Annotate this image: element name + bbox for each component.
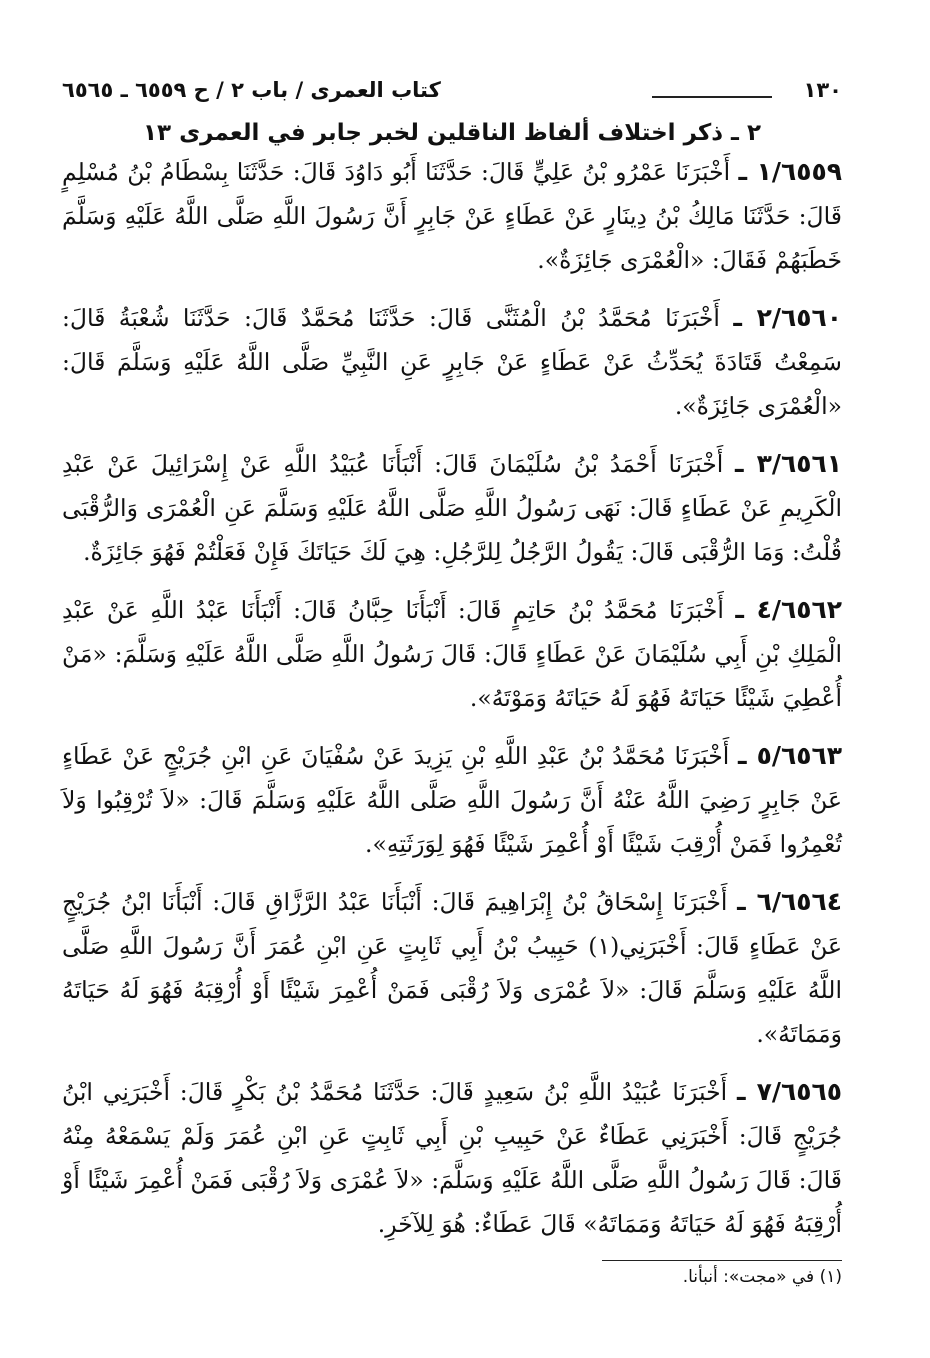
hadith-number: ٦/٦٥٦٤ ـ <box>737 887 842 916</box>
hadith-number: ٧/٦٥٦٥ ـ <box>736 1077 842 1106</box>
hadith-number: ٣/٦٥٦١ ـ <box>735 449 842 478</box>
running-title: كتاب العمرى / باب ٢ / ح ٦٥٥٩ ـ ٦٥٦٥ <box>62 78 441 102</box>
hadith-paragraph <box>62 296 842 428</box>
hadith-text: أَخْبَرَنَا عَمْرُو بْنُ عَلِيٍّ قَالَ: حَدَّثَنَا أَبُو دَاوُدَ قَالَ: حَدَّثَنَا بِسْطَامُ بْنُ مُسْلِمٍ قَالَ: حَدَّثَنَا مَالِكُ بْنُ دِينَارٍ عَنْ عَطَاءٍ عَنْ جَابِرٍ أَنَّ رَسُولَ اللَّهِ صَلَّى اللَّهُ عَلَيْهِ وَسَلَّمَ خَطَبَهُمْ فَقَالَ: «الْعُمْرَى جَائِزَةٌ». <box>62 158 842 274</box>
page-header <box>62 70 842 114</box>
page-number: ١٣٠ <box>803 78 842 102</box>
document-page <box>62 70 842 1287</box>
hadith-text: أَخْبَرَنَا أَحْمَدُ بْنُ سُلَيْمَانَ قَالَ: أَنْبَأَنَا عُبَيْدُ اللَّهِ عَنْ إِسْرَائِيلَ عَنْ عَبْدِ الْكَرِيمِ عَنْ عَطَاءٍ قَالَ: نَهَى رَسُولُ اللَّهِ صَلَّى اللَّهُ عَلَيْهِ وَسَلَّمَ عَنِ الْعُمْرَى وَالرُّقْبَى قُلْتُ: وَمَا الرُّقْبَى قَالَ: يَقُولُ الرَّجُلُ لِلرَّجُلِ: هِيَ لَكَ حَيَاتَكَ فَإِنْ فَعَلْتُمْ فَهُوَ جَائِزَةٌ. <box>62 450 842 566</box>
hadith-text: أَخْبَرَنَا مُحَمَّدُ بْنُ عَبْدِ اللَّهِ بْنِ يَزِيدَ عَنْ سُفْيَانَ عَنِ ابْنِ جُرَيْجٍ عَنْ عَطَاءٍ عَنْ جَابِرٍ رَضِيَ اللَّهُ عَنْهُ أَنَّ رَسُولَ اللَّهِ صَلَّى اللَّهُ عَلَيْهِ وَسَلَّمَ قَالَ: «لاَ تُرْقِبُوا وَلاَ تُعْمِرُوا فَمَنْ أُرْقِبَ شَيْئًا أَوْ أُعْمِرَ شَيْئًا فَهُوَ لِوَرَثَتِهِ». <box>62 742 842 858</box>
hadith-paragraph <box>62 150 842 282</box>
hadith-number: ١/٦٥٥٩ ـ <box>738 157 843 186</box>
hadith-text: أَخْبَرَنَا إِسْحَاقُ بْنُ إِبْرَاهِيمَ قَالَ: أَنْبَأَنَا عَبْدُ الرَّزَّاقِ قَالَ: أَنْبَأَنَا ابْنُ جُرَيْجٍ عَنْ عَطَاءٍ قَالَ: أَخْبَرَنِي(١) حَبِيبُ بْنُ أَبِي ثَابِتٍ عَنِ ابْنِ عُمَرَ أَنَّ رَسُولَ اللَّهِ صَلَّى اللَّهُ عَلَيْهِ وَسَلَّمَ قَالَ: «لاَ عُمْرَى وَلاَ رُقْبَى فَمَنْ أُعْمِرَ شَيْئًا أَوْ أُرْقِبَهُ فَهُوَ لَهُ حَيَاتَهُ وَمَمَاتَهُ». <box>62 888 842 1048</box>
hadith-number: ٤/٦٥٦٢ ـ <box>735 595 842 624</box>
hadith-text: أَخْبَرَنَا مُحَمَّدُ بْنُ الْمُثَنَّى قَالَ: حَدَّثَنَا مُحَمَّدٌ قَالَ: حَدَّثَنَا شُعْبَةُ قَالَ: سَمِعْتُ قَتَادَةَ يُحَدِّثُ عَنْ عَطَاءٍ عَنْ جَابِرٍ عَنِ النَّبِيِّ صَلَّى اللَّهُ عَلَيْهِ وَسَلَّمَ قَالَ: «الْعُمْرَى جَائِزَةٌ». <box>62 304 842 420</box>
section-title: ٢ ـ ذكر اختلاف ألفاظ الناقلين لخبر جابر في العمرى ١٣ <box>143 120 761 146</box>
hadith-text: أَخْبَرَنَا عُبَيْدُ اللَّهِ بْنُ سَعِيدٍ قَالَ: حَدَّثَنَا مُحَمَّدُ بْنُ بَكْرٍ قَالَ: أَخْبَرَنِي ابْنُ جُرَيْجٍ قَالَ: أَخْبَرَنِي عَطَاءٌ عَنْ حَبِيبِ بْنِ أَبِي ثَابِتٍ عَنِ ابْنِ عُمَرَ وَلَمْ يَسْمَعْهُ مِنْهُ قَالَ: قَالَ رَسُولُ اللَّهِ صَلَّى اللَّهُ عَلَيْهِ وَسَلَّمَ: «لاَ عُمْرَى وَلاَ رُقْبَى فَمَنْ أُعْمِرَ شَيْئًا أَوْ أُرْقِبَهُ فَهُوَ لَهُ حَيَاتَهُ وَمَمَاتَهُ» قَالَ عَطَاءٌ: هُوَ لِلآخَرِ. <box>62 1078 842 1238</box>
hadith-paragraph <box>62 588 842 720</box>
hadith-text: أَخْبَرَنَا مُحَمَّدُ بْنُ حَاتِمٍ قَالَ: أَنْبَأَنَا حِبَّانُ قَالَ: أَنْبَأَنَا عَبْدُ اللَّهِ عَنْ عَبْدِ الْمَلِكِ بْنِ أَبِي سُلَيْمَانَ عَنْ عَطَاءٍ قَالَ: قَالَ رَسُولُ اللَّهِ صَلَّى اللَّهُ عَلَيْهِ وَسَلَّمَ: «مَنْ أُعْطِيَ شَيْئًا حَيَاتَهُ فَهُوَ لَهُ حَيَاتَهُ وَمَوْتَهُ». <box>62 596 842 712</box>
hadith-paragraph <box>62 442 842 574</box>
hadith-paragraph <box>62 734 842 866</box>
footnote: (١) في «مجت»: أنبأنا. <box>682 1267 842 1287</box>
hadith-number: ٥/٦٥٦٣ ـ <box>738 741 842 770</box>
header-rule <box>652 96 772 98</box>
footnote-rule <box>602 1260 842 1261</box>
hadith-number: ٢/٦٥٦٠ ـ <box>733 303 843 332</box>
hadith-paragraph <box>62 880 842 1056</box>
hadith-paragraph <box>62 1070 842 1246</box>
